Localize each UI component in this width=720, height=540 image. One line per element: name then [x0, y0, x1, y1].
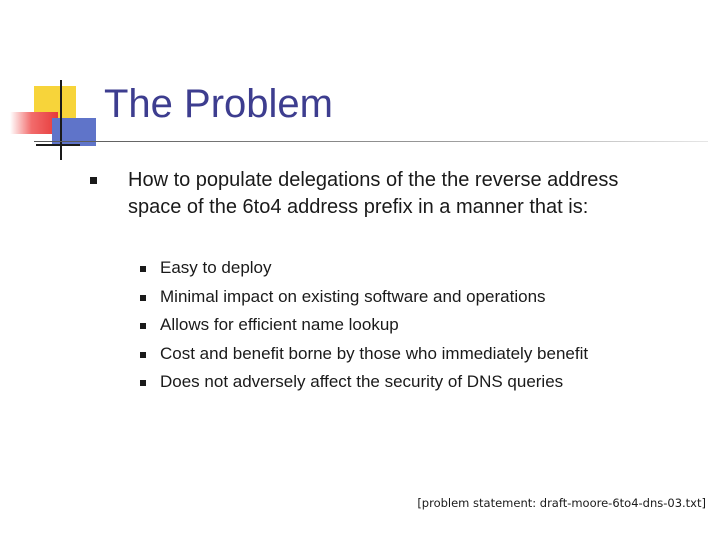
square-bullet-icon: [140, 323, 146, 329]
slide-title: The Problem: [104, 82, 333, 126]
list-item-text: Cost and benefit borne by those who immediately benefit: [160, 343, 589, 363]
list-item-text: Minimal impact on existing software and operations: [160, 286, 546, 306]
square-bullet-icon: [140, 266, 146, 272]
main-bullet: [90, 167, 670, 221]
square-bullet-icon: [140, 352, 146, 358]
list-item-text: Allows for efficient name lookup: [160, 315, 399, 335]
logo-vertical-line: [60, 80, 62, 160]
list-item: [140, 342, 700, 371]
square-bullet-icon: [140, 380, 146, 386]
logo-horizontal-line: [36, 144, 80, 146]
list-item: [140, 256, 700, 285]
square-bullet-icon: [140, 295, 146, 301]
list-item-text: Easy to deploy: [160, 258, 272, 277]
square-bullet-icon: [90, 177, 97, 184]
logo-red-bar: [10, 112, 58, 134]
list-item: [140, 370, 700, 399]
footer-citation: [problem statement: draft-moore-6to4-dns-03.txt]: [417, 496, 706, 510]
main-bullet-text: How to populate delegations of the the reverse address space of the 6to4 address prefix in a manner that is:: [128, 169, 619, 218]
list-item: [140, 285, 700, 314]
list-item-text: Does not adversely affect the security of DNS queries: [160, 372, 564, 392]
list-item: [140, 313, 700, 342]
sub-bullet-list: [140, 256, 700, 399]
title-underline: [34, 141, 708, 142]
